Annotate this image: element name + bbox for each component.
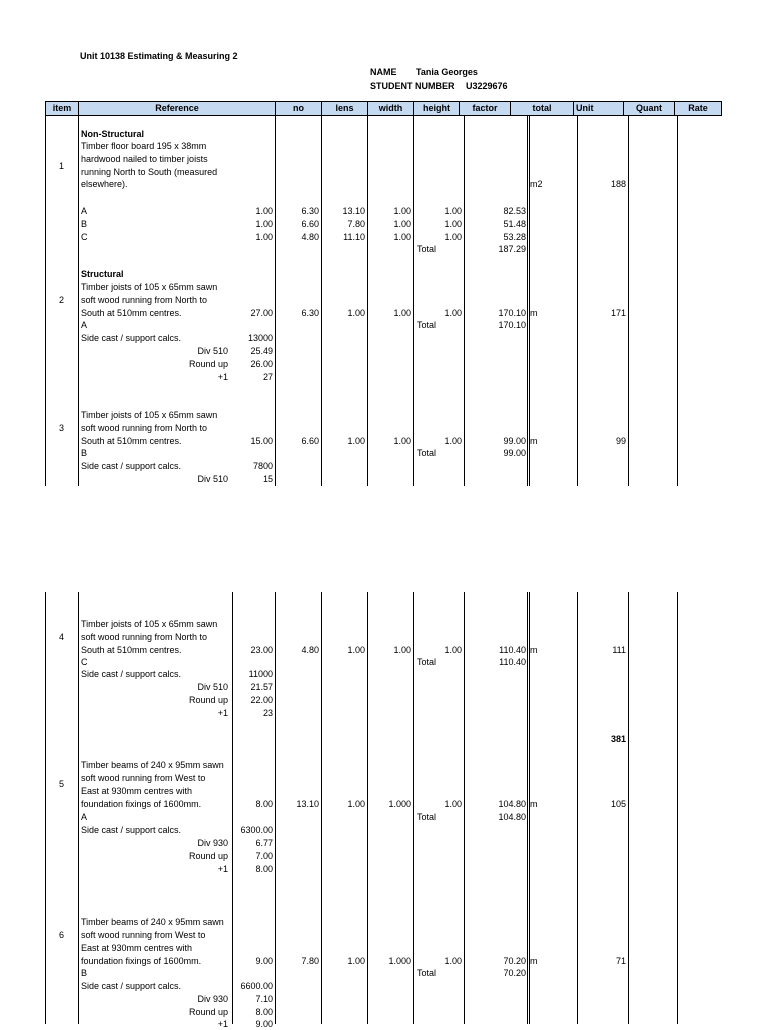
calc-label: Round up — [188, 695, 228, 705]
item-quant: 105 — [610, 799, 626, 809]
item-quant: 111 — [612, 645, 626, 655]
item-desc-line: East at 930mm centres with — [81, 786, 193, 796]
item-ref: A — [81, 320, 88, 330]
total-label: Total — [417, 448, 437, 458]
row-ref: C — [81, 232, 88, 242]
total-label: Total — [417, 320, 437, 330]
item-desc-line: soft wood running from West to — [81, 930, 206, 940]
item-desc-line: East at 930mm centres with — [81, 943, 193, 953]
calc-value: 9.00 — [255, 1019, 273, 1029]
row-total: 51.48 — [503, 219, 526, 229]
item-width: 1.00 — [347, 308, 365, 318]
col-rate: Rate — [674, 101, 722, 116]
item-heading: Non-Structural — [81, 129, 144, 139]
item-desc-line: foundation fixings of 1600mm. — [81, 799, 202, 809]
item-desc-line: soft wood running from North to — [81, 423, 208, 433]
item-desc-line: South at 510mm centres. — [81, 645, 182, 655]
item-lens: 13.10 — [296, 799, 319, 809]
side-calc-label: Side cast / support calcs. — [81, 333, 182, 343]
side-calc-value: 6300.00 — [240, 825, 273, 835]
item-lens: 6.60 — [301, 436, 319, 446]
item-total: 170.10 — [498, 308, 526, 318]
item-lens: 4.80 — [301, 645, 319, 655]
calc-value: 15 — [262, 474, 273, 484]
row-total: 53.28 — [503, 232, 526, 242]
item-unit: m — [530, 436, 538, 446]
calc-label: Div 510 — [197, 346, 228, 356]
total-value: 187.29 — [498, 244, 526, 254]
row-no: 1.00 — [255, 206, 273, 216]
side-calc-label: Side cast / support calcs. — [81, 461, 182, 471]
row-width: 11.10 — [343, 232, 365, 242]
total-label: Total — [417, 968, 437, 978]
row-lens: 6.60 — [301, 219, 319, 229]
item-lens: 6.30 — [301, 308, 319, 318]
item-lens: 7.80 — [301, 956, 319, 966]
calc-label: +1 — [217, 708, 228, 718]
item-desc-line: hardwood nailed to timber joists — [81, 154, 208, 164]
row-ref: A — [81, 206, 88, 216]
col-height: height — [413, 101, 460, 116]
item-ref: B — [81, 448, 88, 458]
col-no: no — [275, 101, 322, 116]
row-total: 82.53 — [503, 206, 526, 216]
col-lens: lens — [321, 101, 368, 116]
total-label: Total — [417, 244, 437, 254]
row-lens: 6.30 — [301, 206, 319, 216]
item-height: 1.000 — [388, 956, 411, 966]
row-width: 13.10 — [342, 206, 365, 216]
col-factor: factor — [459, 101, 511, 116]
item-factor: 1.00 — [444, 645, 462, 655]
item-desc-line: soft wood running from North to — [81, 632, 208, 642]
item-unit: m — [530, 799, 538, 809]
column-header-row — [45, 101, 708, 116]
item-heading: Structural — [81, 269, 124, 279]
item-desc-line: foundation fixings of 1600mm. — [81, 956, 202, 966]
calc-label: Round up — [188, 1007, 228, 1017]
side-calc-value: 11000 — [248, 669, 273, 679]
item-height: 1.00 — [393, 645, 411, 655]
item-ref: B — [81, 968, 88, 978]
unit-title: Unit 10138 Estimating & Measuring 2 — [80, 51, 238, 61]
item-height: 1.000 — [388, 799, 411, 809]
row-lens: 4.80 — [301, 232, 319, 242]
row-ref: B — [81, 219, 88, 229]
calc-value: 23 — [262, 708, 273, 718]
calc-value: 8.00 — [255, 1007, 273, 1017]
item-desc-line: soft wood running from West to — [81, 773, 206, 783]
student-number-label: STUDENT NUMBER — [370, 81, 455, 91]
calc-label: Div 930 — [197, 994, 228, 1004]
item-ref: A — [81, 812, 88, 822]
item-height: 1.00 — [393, 308, 411, 318]
item-no: 23.00 — [250, 645, 273, 655]
item-desc-line: Timber floor board 195 x 38mm — [81, 141, 207, 151]
item-ref: C — [81, 657, 88, 667]
col-quant: Quant — [623, 101, 675, 116]
calc-value: 21.57 — [250, 682, 273, 692]
row-factor: 1.00 — [444, 206, 462, 216]
calc-label: Round up — [188, 359, 228, 369]
item-total: 99.00 — [503, 436, 526, 446]
calc-label: Div 510 — [197, 682, 228, 692]
total-value: 99.00 — [503, 448, 526, 458]
calc-label: Div 930 — [197, 838, 228, 848]
subtotal-quant: 381 — [610, 734, 626, 744]
item-total: 110.40 — [499, 645, 526, 655]
calc-label: Div 510 — [197, 474, 228, 484]
item-no: 27.00 — [250, 308, 273, 318]
item-number: 2 — [58, 295, 64, 305]
col-item: item — [45, 101, 79, 116]
item-quant: 71 — [615, 956, 626, 966]
item-desc-line: Timber joists of 105 x 65mm sawn — [81, 410, 218, 420]
item-no: 9.00 — [255, 956, 273, 966]
col-total: total — [510, 101, 574, 116]
row-height: 1.00 — [393, 219, 411, 229]
item-number: 4 — [58, 632, 64, 642]
total-value: 170.10 — [498, 320, 526, 330]
item-height: 1.00 — [393, 436, 411, 446]
side-calc-label: Side cast / support calcs. — [81, 981, 182, 991]
calc-value: 7.10 — [255, 994, 273, 1004]
item-desc-line: running North to South (measured — [81, 167, 218, 177]
row-height: 1.00 — [393, 206, 411, 216]
calc-value: 7.00 — [255, 851, 273, 861]
item-unit: m — [530, 956, 538, 966]
item-unit: m — [530, 308, 538, 318]
side-calc-value: 6600.00 — [240, 981, 273, 991]
item-number: 1 — [58, 161, 64, 171]
item-factor: 1.00 — [444, 799, 462, 809]
item-quant: 188 — [610, 179, 626, 189]
side-calc-value: 7800 — [252, 461, 273, 471]
item-no: 15.00 — [250, 436, 273, 446]
calc-value: 6.77 — [255, 838, 273, 848]
item-width: 1.00 — [347, 645, 365, 655]
item-total: 70.20 — [503, 956, 526, 966]
row-no: 1.00 — [255, 219, 273, 229]
item-no: 8.00 — [255, 799, 273, 809]
student-number-value: U3229676 — [466, 81, 508, 91]
item-width: 1.00 — [347, 956, 365, 966]
item-factor: 1.00 — [444, 436, 462, 446]
total-value: 104.80 — [498, 812, 526, 822]
side-calc-label: Side cast / support calcs. — [81, 669, 182, 679]
item-number: 6 — [58, 930, 64, 940]
item-factor: 1.00 — [444, 956, 462, 966]
item-desc-line: South at 510mm centres. — [81, 308, 182, 318]
item-unit: m2 — [530, 179, 543, 189]
item-factor: 1.00 — [444, 308, 462, 318]
total-label: Total — [417, 812, 437, 822]
name-label: NAME — [370, 67, 397, 77]
item-unit: m — [530, 645, 538, 655]
item-number: 3 — [58, 423, 64, 433]
item-total: 104.80 — [498, 799, 526, 809]
item-quant: 99 — [615, 436, 626, 446]
row-width: 7.80 — [347, 219, 365, 229]
row-factor: 1.00 — [444, 219, 462, 229]
item-desc-line: elsewhere). — [81, 179, 128, 189]
col-width: width — [367, 101, 414, 116]
item-width: 1.00 — [347, 436, 365, 446]
col-reference: Reference — [78, 101, 276, 116]
row-no: 1.00 — [255, 232, 273, 242]
calc-label: +1 — [217, 1019, 228, 1029]
total-label: Total — [417, 657, 437, 667]
calc-label: +1 — [217, 864, 228, 874]
item-width: 1.00 — [347, 799, 365, 809]
calc-value: 22.00 — [250, 695, 273, 705]
col-unit: Unit — [573, 101, 624, 116]
calc-value: 25.49 — [250, 346, 273, 356]
item-desc-line: Timber beams of 240 x 95mm sawn — [81, 760, 224, 770]
calc-value: 8.00 — [255, 864, 273, 874]
calc-value: 27 — [262, 372, 273, 382]
item-desc-line: Timber joists of 105 x 65mm sawn — [81, 282, 218, 292]
row-height: 1.00 — [393, 232, 411, 242]
item-desc-line: Timber joists of 105 x 65mm sawn — [81, 619, 218, 629]
item-desc-line: South at 510mm centres. — [81, 436, 182, 446]
side-calc-label: Side cast / support calcs. — [81, 825, 182, 835]
item-desc-line: Timber beams of 240 x 95mm sawn — [81, 917, 224, 927]
row-factor: 1.00 — [444, 232, 462, 242]
calc-label: +1 — [217, 372, 228, 382]
total-value: 110.40 — [499, 657, 526, 667]
name-value: Tania Georges — [416, 67, 478, 77]
item-desc-line: soft wood running from North to — [81, 295, 208, 305]
side-calc-value: 13000 — [247, 333, 273, 343]
total-value: 70.20 — [503, 968, 526, 978]
calc-value: 26.00 — [250, 359, 273, 369]
calc-label: Round up — [188, 851, 228, 861]
item-quant: 171 — [610, 308, 626, 318]
item-number: 5 — [58, 779, 64, 789]
